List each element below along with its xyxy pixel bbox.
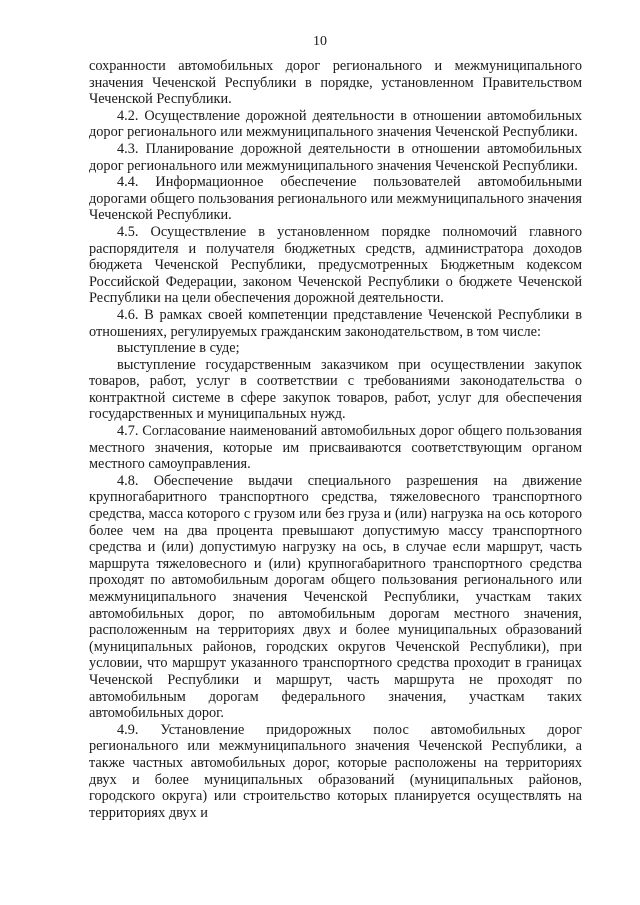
paragraph-4-6: 4.6. В рамках своей компетенции представление Чеченской Республики в отношениях, регулируемых гражданским законодательством, в том числе: [89,306,582,340]
paragraph-4-4: 4.4. Информационное обеспечение пользователей автомобильными дорогами общего пользования регионального или межмуниципального значения Чеченской Республики. [89,174,582,224]
paragraph-4-3: 4.3. Планирование дорожной деятельности в отношении автомобильных дорог регионального или межмуниципального значения Чеченской Республики. [89,140,582,174]
paragraph-customer: выступление государственным заказчиком при осуществлении закупок товаров, работ, услуг в соответствии с требованиями законодательства о контрактной системе в сфере закупок товаров, работ, услуг для обеспечения государственных и муниципальных нужд. [89,356,582,423]
paragraph-4-9: 4.9. Установление придорожных полос автомобильных дорог регионального или межмуниципального значения Чеченской Республики, а также частных автомобильных дорог, которые расположены на территориях двух и более муниципальных образований (муниципальных районов, городского округа) или строительство которых планируется осуществлять на территориях двух и [89,721,582,821]
paragraph-4-5: 4.5. Осуществление в установленном порядке полномочий главного распорядителя и получателя бюджетных средств, администратора доходов бюджета Чеченской Республики, предусмотренных Бюджетным кодексом Российской Федерации, законом Чеченской Республики о бюджете Чеченской Республики на цели обеспечения дорожной деятельности. [89,223,582,307]
paragraph-4-7: 4.7. Согласование наименований автомобильных дорог общего пользования местного значения, которые им присваиваются соответствующим органом местного самоуправления. [89,423,582,473]
paragraph-4-2: 4.2. Осуществление дорожной деятельности в отношении автомобильных дорог регионального или межмуниципального значения Чеченской Республики. [89,107,582,141]
document-body [89,58,582,821]
paragraph-4-8: 4.8. Обеспечение выдачи специального разрешения на движение крупногабаритного транспортного средства, тяжеловесного транспортного средства, масса которого с грузом или без груза и (или) нагрузка на ось которого более чем на два процента превышают допустимую массу транспортного средства и (или) допустимую нагрузку на ось, в случае если маршрут, часть маршрута тяжеловесного и (или) крупногабаритного транспортного средства проходят по автомобильным дорогам общего пользования регионального или межмуниципального значения Чеченской Республики, участкам таких автомобильных дорог, по автомобильным дорогам местного значения, расположенным на территориях двух и более муниципальных образований (муниципальных районов, городских округов Чеченской Республики), при условии, что маршрут указанного транспортного средства проходит в границах Чеченской Республики и маршрут, часть маршрута не проходят по автомобильным дорогам федерального значения, участкам таких автомобильных дорог. [89,472,582,722]
paragraph-continuation: сохранности автомобильных дорог регионального и межмуниципального значения Чеченской Республики в порядке, установленном Правительством Чеченской Республики. [89,58,582,108]
paragraph-court: выступление в суде; [117,340,240,357]
page-number: 10 [313,34,327,49]
